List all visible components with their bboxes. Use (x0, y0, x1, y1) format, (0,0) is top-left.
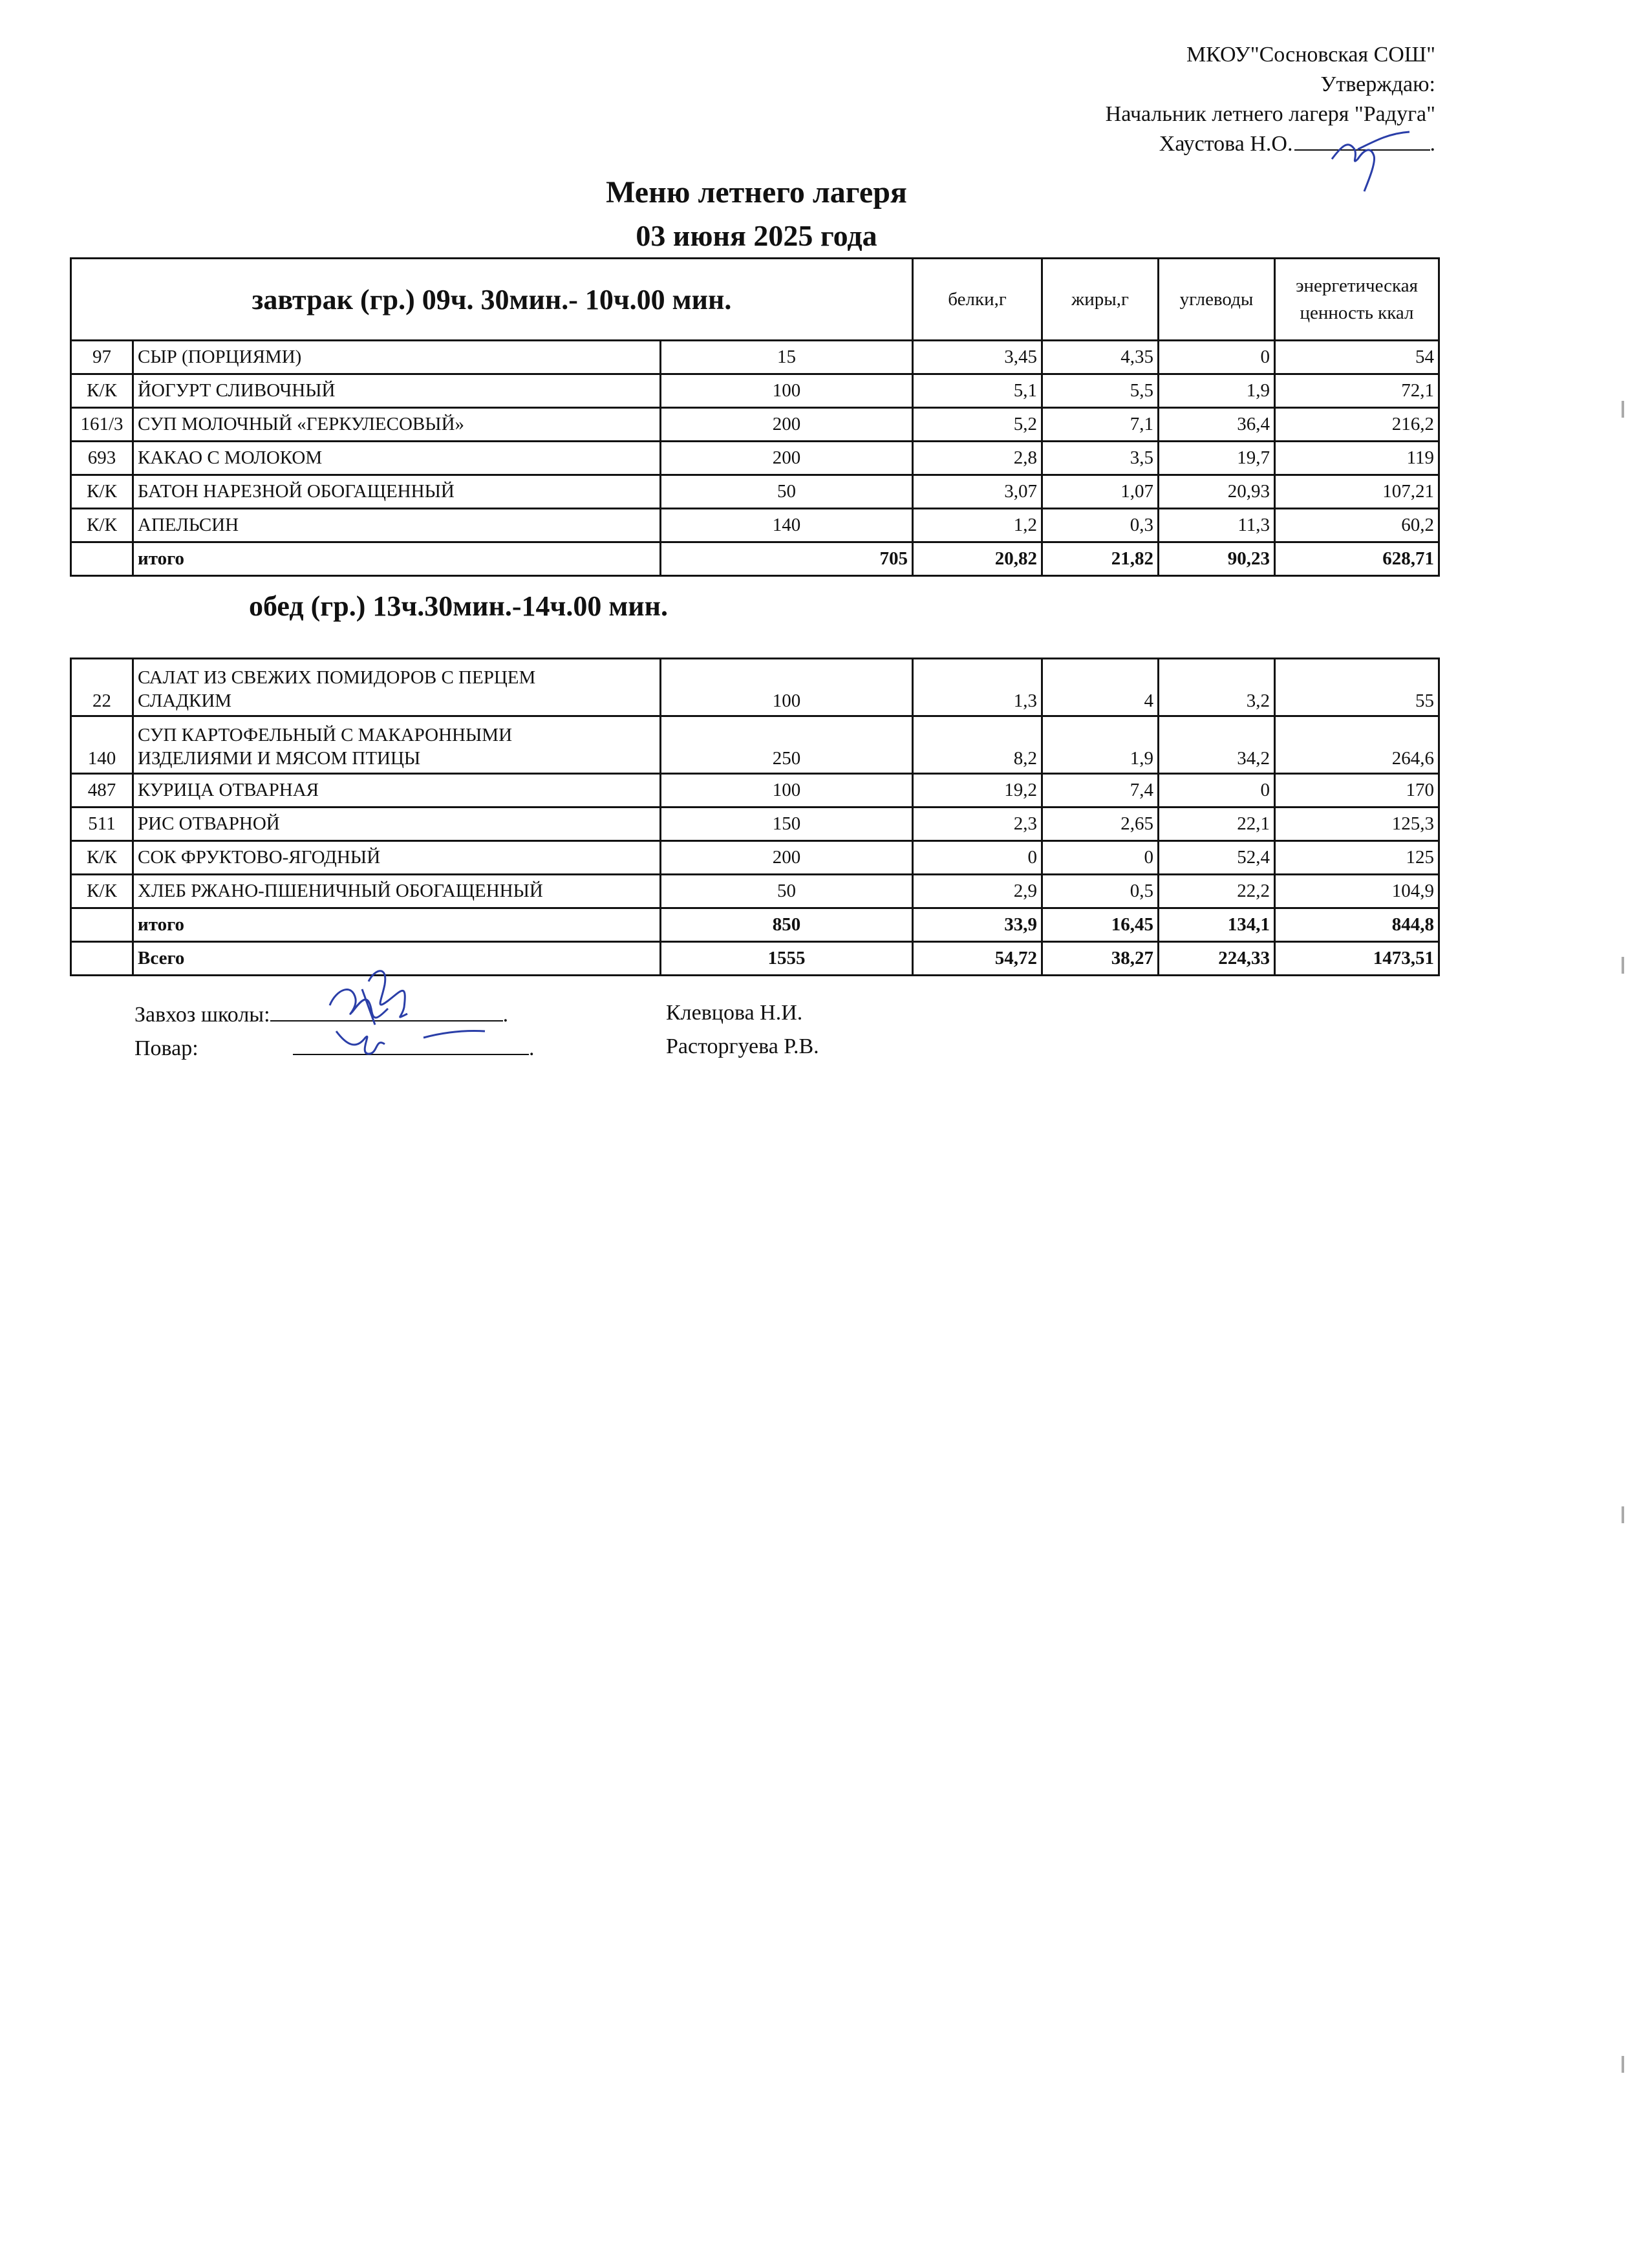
carbs-value: 20,93 (1159, 475, 1275, 509)
fats-value: 2,65 (1042, 808, 1159, 841)
grand-total-label: Всего (133, 942, 661, 976)
proteins-value: 1,3 (913, 659, 1042, 716)
camp-head-title: Начальник летнего лагеря "Радуга" (1105, 102, 1435, 126)
portion-weight: 100 (661, 659, 913, 716)
energy-value: 216,2 (1275, 408, 1439, 442)
scan-artifact (1622, 401, 1624, 418)
dish-name-line: СЛАДКИМ (138, 690, 232, 711)
total-fats: 21,82 (1042, 542, 1159, 576)
total-label: итого (133, 908, 661, 942)
storekeeper-dot: . (502, 1003, 509, 1027)
cook-dot: . (529, 1036, 535, 1060)
proteins-value: 2,9 (913, 875, 1042, 908)
table-row (71, 841, 1439, 875)
total-weight: 705 (661, 542, 913, 576)
camp-head-dot: . (1430, 132, 1435, 156)
breakfast-header-row (71, 259, 1439, 341)
fats-value: 0,3 (1042, 509, 1159, 542)
proteins-value: 5,1 (913, 374, 1042, 408)
fats-header: жиры,г (1042, 259, 1159, 341)
table-row (71, 808, 1439, 841)
energy-value: 72,1 (1275, 374, 1439, 408)
total-label: итого (133, 542, 661, 576)
carbs-value: 36,4 (1159, 408, 1275, 442)
fats-value: 4 (1042, 659, 1159, 716)
portion-weight: 50 (661, 475, 913, 509)
total-fats: 16,45 (1042, 908, 1159, 942)
recipe-code: К/К (71, 875, 133, 908)
camp-head-name-line (1106, 129, 1435, 159)
proteins-value: 8,2 (913, 716, 1042, 774)
storekeeper-signature-row (134, 1001, 803, 1027)
dish-name: РИС ОТВАРНОЙ (133, 808, 661, 841)
recipe-code: К/К (71, 841, 133, 875)
table-row (71, 716, 1439, 774)
carbs-value: 19,7 (1159, 442, 1275, 475)
energy-value: 104,9 (1275, 875, 1439, 908)
energy-value: 170 (1275, 774, 1439, 808)
scan-artifact (1622, 2056, 1624, 2073)
lunch-table (70, 658, 1440, 976)
grand-total-carbs: 224,33 (1159, 942, 1275, 976)
carbs-header: углеводы (1159, 259, 1275, 341)
approval-block (1106, 40, 1435, 159)
dish-name (133, 716, 661, 774)
energy-value: 54 (1275, 341, 1439, 374)
fats-value: 3,5 (1042, 442, 1159, 475)
dish-name-line: САЛАТ ИЗ СВЕЖИХ ПОМИДОРОВ С ПЕРЦЕМ (138, 667, 536, 688)
recipe-code: 511 (71, 808, 133, 841)
proteins-value: 3,45 (913, 341, 1042, 374)
grand-total-row (71, 942, 1439, 976)
storekeeper-label: Завхоз школы: (134, 1003, 270, 1027)
table-row (71, 475, 1439, 509)
table-row (71, 875, 1439, 908)
proteins-value: 5,2 (913, 408, 1042, 442)
grand-total-weight: 1555 (661, 942, 913, 976)
empty-cell (71, 908, 133, 942)
dish-name: КУРИЦА ОТВАРНАЯ (133, 774, 661, 808)
table-row (71, 509, 1439, 542)
recipe-code: 487 (71, 774, 133, 808)
energy-value: 264,6 (1275, 716, 1439, 774)
dish-name-line: ИЗДЕЛИЯМИ И МЯСОМ ПТИЦЫ (138, 748, 421, 769)
carbs-value: 22,2 (1159, 875, 1275, 908)
lunch-total-row (71, 908, 1439, 942)
fats-value: 7,4 (1042, 774, 1159, 808)
recipe-code: К/К (71, 475, 133, 509)
empty-cell (71, 542, 133, 576)
dish-name: СЫР (ПОРЦИЯМИ) (133, 341, 661, 374)
fats-value: 0,5 (1042, 875, 1159, 908)
proteins-value: 3,07 (913, 475, 1042, 509)
carbs-value: 1,9 (1159, 374, 1275, 408)
scan-artifact (1622, 1506, 1624, 1523)
organization-name: МКОУ"Сосновская СОШ" (1186, 43, 1435, 67)
recipe-code: К/К (71, 374, 133, 408)
recipe-code: 693 (71, 442, 133, 475)
breakfast-title: завтрак (гр.) 09ч. 30мин.- 10ч.00 мин. (71, 259, 913, 341)
grand-total-fats: 38,27 (1042, 942, 1159, 976)
energy-value: 125,3 (1275, 808, 1439, 841)
total-energy: 844,8 (1275, 908, 1439, 942)
cook-signature-line (293, 1034, 529, 1055)
proteins-value: 1,2 (913, 509, 1042, 542)
portion-weight: 100 (661, 774, 913, 808)
energy-value: 60,2 (1275, 509, 1439, 542)
total-carbs: 90,23 (1159, 542, 1275, 576)
energy-header: энергетическая ценность ккал (1275, 259, 1439, 341)
breakfast-total-row (71, 542, 1439, 576)
lunch-title: обед (гр.) 13ч.30мин.-14ч.00 мин. (249, 590, 669, 622)
camp-head-name: Хаустова Н.О. (1159, 132, 1293, 156)
approve-label: Утверждаю: (1320, 72, 1435, 96)
proteins-value: 2,3 (913, 808, 1042, 841)
dish-name: ХЛЕБ РЖАНО-ПШЕНИЧНЫЙ ОБОГАЩЕННЫЙ (133, 875, 661, 908)
cook-label: Повар: (134, 1036, 198, 1060)
carbs-value: 3,2 (1159, 659, 1275, 716)
page-title: Меню летнего лагеря (606, 175, 907, 209)
portion-weight: 200 (661, 442, 913, 475)
energy-value: 55 (1275, 659, 1439, 716)
recipe-code: 140 (71, 716, 133, 774)
fats-value: 7,1 (1042, 408, 1159, 442)
energy-value: 119 (1275, 442, 1439, 475)
table-row (71, 774, 1439, 808)
carbs-value: 0 (1159, 774, 1275, 808)
fats-value: 1,07 (1042, 475, 1159, 509)
carbs-value: 52,4 (1159, 841, 1275, 875)
total-weight: 850 (661, 908, 913, 942)
portion-weight: 200 (661, 408, 913, 442)
dish-name: КАКАО С МОЛОКОМ (133, 442, 661, 475)
proteins-value: 19,2 (913, 774, 1042, 808)
fats-value: 5,5 (1042, 374, 1159, 408)
portion-weight: 15 (661, 341, 913, 374)
energy-value: 125 (1275, 841, 1439, 875)
portion-weight: 100 (661, 374, 913, 408)
portion-weight: 250 (661, 716, 913, 774)
grand-total-proteins: 54,72 (913, 942, 1042, 976)
total-energy: 628,71 (1275, 542, 1439, 576)
carbs-value: 0 (1159, 341, 1275, 374)
total-proteins: 33,9 (913, 908, 1042, 942)
fats-value: 1,9 (1042, 716, 1159, 774)
table-row (71, 659, 1439, 716)
cook-name: Расторгуева Р.В. (666, 1034, 819, 1058)
dish-name: СУП МОЛОЧНЫЙ «ГЕРКУЛЕСОВЫЙ» (133, 408, 661, 442)
carbs-value: 11,3 (1159, 509, 1275, 542)
portion-weight: 150 (661, 808, 913, 841)
dish-name: АПЕЛЬСИН (133, 509, 661, 542)
table-row (71, 374, 1439, 408)
recipe-code: 22 (71, 659, 133, 716)
recipe-code: 161/3 (71, 408, 133, 442)
portion-weight: 200 (661, 841, 913, 875)
table-row (71, 341, 1439, 374)
energy-value: 107,21 (1275, 475, 1439, 509)
recipe-code: 97 (71, 341, 133, 374)
proteins-header: белки,г (913, 259, 1042, 341)
fats-value: 0 (1042, 841, 1159, 875)
fats-value: 4,35 (1042, 341, 1159, 374)
dish-name: СОК ФРУКТОВО-ЯГОДНЫЙ (133, 841, 661, 875)
carbs-value: 34,2 (1159, 716, 1275, 774)
portion-weight: 50 (661, 875, 913, 908)
proteins-value: 0 (913, 841, 1042, 875)
dish-name (133, 659, 661, 716)
breakfast-table (70, 257, 1440, 577)
storekeeper-signature-line (270, 1001, 503, 1022)
dish-name: БАТОН НАРЕЗНОЙ ОБОГАЩЕННЫЙ (133, 475, 661, 509)
camp-head-signature-line (1294, 130, 1430, 151)
carbs-value: 22,1 (1159, 808, 1275, 841)
recipe-code: К/К (71, 509, 133, 542)
empty-cell (71, 942, 133, 976)
dish-name: ЙОГУРТ СЛИВОЧНЫЙ (133, 374, 661, 408)
grand-total-energy: 1473,51 (1275, 942, 1439, 976)
dish-name-line: СУП КАРТОФЕЛЬНЫЙ С МАКАРОННЫМИ (138, 725, 513, 745)
proteins-value: 2,8 (913, 442, 1042, 475)
total-carbs: 134,1 (1159, 908, 1275, 942)
cook-signature-row (134, 1034, 819, 1061)
total-proteins: 20,82 (913, 542, 1042, 576)
storekeeper-name: Клевцова Н.И. (666, 1001, 803, 1025)
table-row (71, 408, 1439, 442)
scan-artifact (1622, 957, 1624, 974)
menu-date: 03 июня 2025 года (636, 219, 877, 252)
table-row (71, 442, 1439, 475)
portion-weight: 140 (661, 509, 913, 542)
